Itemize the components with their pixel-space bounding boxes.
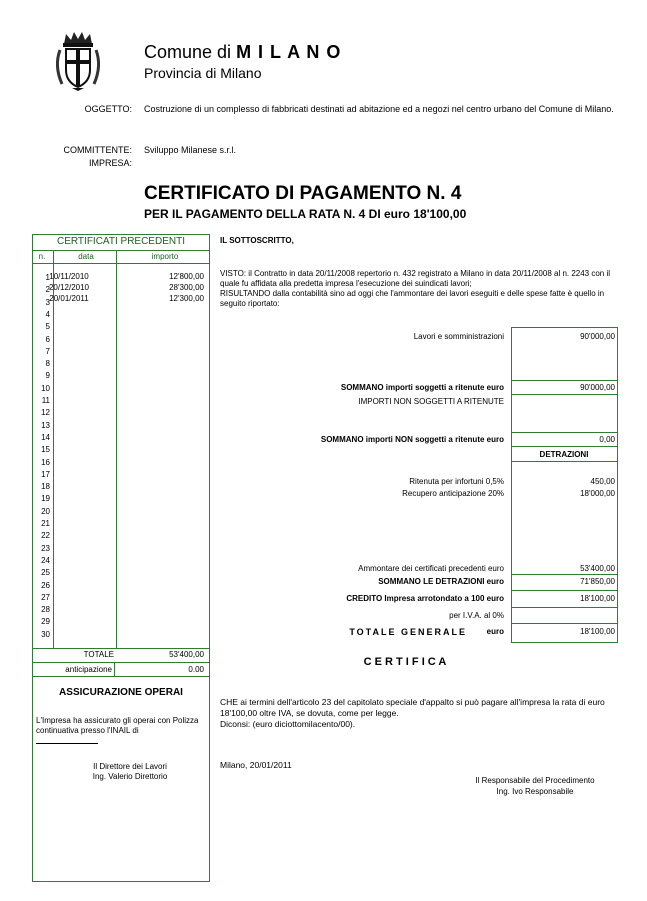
- row-number: 30: [41, 629, 50, 639]
- city-name: M I L A N O: [236, 42, 342, 62]
- non-soggetti-heading: IMPORTI NON SOGGETTI A RITENUTE: [358, 397, 504, 406]
- prev-heading: CERTIFICATI PRECEDENTI: [32, 234, 210, 251]
- row-number: 1: [45, 273, 50, 282]
- assicurazione-heading: ASSICURAZIONE OPERAI: [59, 687, 183, 698]
- row-date: 20/01/2011: [49, 294, 89, 303]
- recupero-value: 18'000,00: [580, 489, 615, 498]
- province: Provincia di Milano: [144, 65, 262, 81]
- ammontare-label: Ammontare dei certificati precedenti euro: [358, 564, 504, 573]
- row-number: 18: [41, 482, 50, 492]
- sommano-soggetti-label: SOMMANO importi soggetti a ritenute euro: [340, 383, 504, 392]
- totale-euro: euro: [486, 627, 504, 636]
- sottoscritto: IL SOTTOSCRITTO,: [220, 236, 294, 245]
- row-number: 21: [41, 519, 50, 528]
- totale-generale-label: TOTALE GENERALE: [349, 627, 467, 637]
- place-date: Milano, 20/01/2011: [220, 760, 292, 770]
- row-number: 12: [41, 408, 50, 418]
- coat-of-arms-icon: [52, 30, 104, 92]
- row-number: 25: [41, 568, 50, 578]
- responsabile-name: Ing. Ivo Responsabile: [496, 787, 574, 796]
- left-panel: [32, 234, 210, 882]
- row-number: 27: [41, 592, 50, 602]
- row-number: 14: [41, 432, 50, 442]
- row-number: 24: [41, 555, 50, 565]
- divider: [511, 623, 617, 624]
- divider: [511, 461, 617, 462]
- prev-col-header: [32, 251, 210, 264]
- table-row: [0, 272, 210, 282]
- iva-label: per I.V.A. al 0%: [449, 611, 504, 620]
- certifica-text: [220, 697, 618, 730]
- committente-value: Sviluppo Milanese s.r.l.: [144, 145, 237, 155]
- divider: [511, 590, 617, 591]
- col-importo: importo: [151, 252, 179, 261]
- sommano-non-value: 0,00: [599, 435, 615, 444]
- sommano-detrazioni-label: SOMMANO LE DETRAZIONI euro: [378, 577, 504, 586]
- certifica-text2: Diconsi: (euro diciottomilacento/00).: [220, 719, 356, 729]
- row-number: 10: [41, 383, 50, 393]
- row-number: 28: [41, 605, 50, 615]
- divider: [32, 676, 210, 677]
- certifica-heading: C E R T I F I C A: [363, 656, 447, 668]
- recupero-label: Recupero anticipazione 20%: [402, 489, 504, 498]
- totale-generale-value: 18'100,00: [580, 627, 615, 636]
- ritenuta-label: Ritenuta per infortuni 0,5%: [409, 477, 504, 486]
- row-number: 19: [41, 494, 50, 504]
- table-row: [0, 294, 210, 304]
- sommano-non-label: SOMMANO importi NON soggetti a ritenute euro: [320, 435, 504, 444]
- row-number: 22: [41, 531, 50, 541]
- divider: [32, 662, 210, 663]
- row-importo: 12'300,00: [169, 294, 204, 303]
- row-number: 29: [41, 617, 50, 627]
- row-importo: 28'300,00: [169, 283, 204, 292]
- impresa-label: IMPRESA:: [88, 158, 132, 168]
- row-number: 15: [41, 445, 50, 455]
- table-row: [0, 283, 210, 293]
- assicurazione-text: L'Impresa ha assicurato gli operai con Polizza continuativa presso l'INAIL di: [36, 716, 199, 735]
- visto-text: [220, 269, 620, 309]
- row-number: 17: [41, 469, 50, 479]
- row-number: 26: [41, 580, 50, 590]
- certificate-subtitle: PER IL PAGAMENTO DELLA RATA N. 4 DI euro 18'100,00: [144, 207, 467, 221]
- ammontare-value: 53'400,00: [580, 564, 615, 573]
- row-number: 16: [41, 457, 50, 467]
- anticipazione-value: 0.00: [188, 665, 204, 674]
- divider: [511, 394, 617, 395]
- direttore-name: Ing. Valerio Direttorio: [92, 772, 168, 781]
- direttore-role: Il Direttore dei Lavori: [93, 762, 167, 771]
- anticipazione-label: anticipazione: [65, 665, 112, 674]
- row-date: 20/12/2010: [48, 283, 90, 292]
- divider: [32, 648, 210, 649]
- comune-label: Comune di: [144, 42, 232, 62]
- col-n: n.: [38, 252, 46, 261]
- divider: [511, 574, 617, 575]
- row-number: 2: [45, 285, 50, 295]
- ritenuta-value: 450,00: [590, 477, 615, 486]
- risultando: RISULTANDO dalla contabilità sino ad oggi che l'ammontare dei lavori eseguiti e delle spese fatte è quello in seguito riportato:: [220, 289, 605, 308]
- oggetto-value: Costruzione di un complesso di fabbricati destinati ad abitazione ed a negozi nel centro urbano del Comune di Milano.: [144, 104, 614, 114]
- prev-rows: [0, 272, 210, 312]
- divider: [114, 662, 115, 676]
- row-number: 3: [45, 297, 50, 307]
- credito-label: CREDITO Impresa arrotondato a 100 euro: [346, 594, 504, 603]
- divider: [511, 607, 617, 608]
- certificate-title: CERTIFICATO DI PAGAMENTO N. 4: [144, 183, 462, 204]
- row-number: 5: [45, 322, 50, 332]
- divider: [511, 446, 617, 447]
- lavori-value: 90'000,00: [580, 332, 615, 341]
- row-number: 9: [45, 371, 50, 381]
- oggetto-label: OGGETTO:: [84, 104, 132, 114]
- col-data: data: [78, 252, 94, 261]
- row-date: 10/11/2010: [49, 272, 89, 281]
- divider: [511, 432, 617, 433]
- totale-value: 53'400,00: [169, 650, 204, 659]
- committente-label: COMMITTENTE:: [63, 145, 132, 155]
- certifica-text1: CHE ai termini dell'articolo 23 del capitolato speciale d'appalto si può pagare all'impresa la rata di euro 18'100,00 oltre IVA, se dovuta, come per legge.: [220, 697, 605, 718]
- signature-line: [36, 743, 98, 744]
- row-number: 11: [41, 396, 50, 405]
- row-number: 8: [45, 359, 50, 369]
- row-importo: 12'800,00: [169, 272, 204, 281]
- lavori-label: Lavori e somministrazioni: [413, 332, 504, 341]
- responsabile-role: Il Responsabile del Procedimento: [475, 776, 595, 785]
- row-number: 13: [41, 420, 50, 430]
- credito-value: 18'100,00: [580, 594, 615, 603]
- sommano-soggetti-value: 90'000,00: [580, 383, 615, 392]
- totale-label: TOTALE: [83, 650, 114, 659]
- row-number: 20: [41, 506, 50, 516]
- visto: VISTO: il Contratto in data 20/11/2008 repertorio n. 432 registrato a Milano in data 20/11/2008 al n. 2243 con il quale fu affidata alla predetta impresa l'esecuzione dei suindicati lavori;: [220, 269, 611, 288]
- divider: [511, 380, 617, 381]
- detrazioni-heading: DETRAZIONI: [539, 450, 589, 459]
- row-number-column: [33, 272, 53, 642]
- row-number: 4: [45, 309, 50, 319]
- sommano-detrazioni-value: 71'850,00: [580, 577, 615, 586]
- row-number: 7: [45, 346, 50, 356]
- comune-title: [144, 42, 341, 62]
- row-number: 23: [41, 543, 50, 553]
- row-number: 6: [45, 334, 50, 344]
